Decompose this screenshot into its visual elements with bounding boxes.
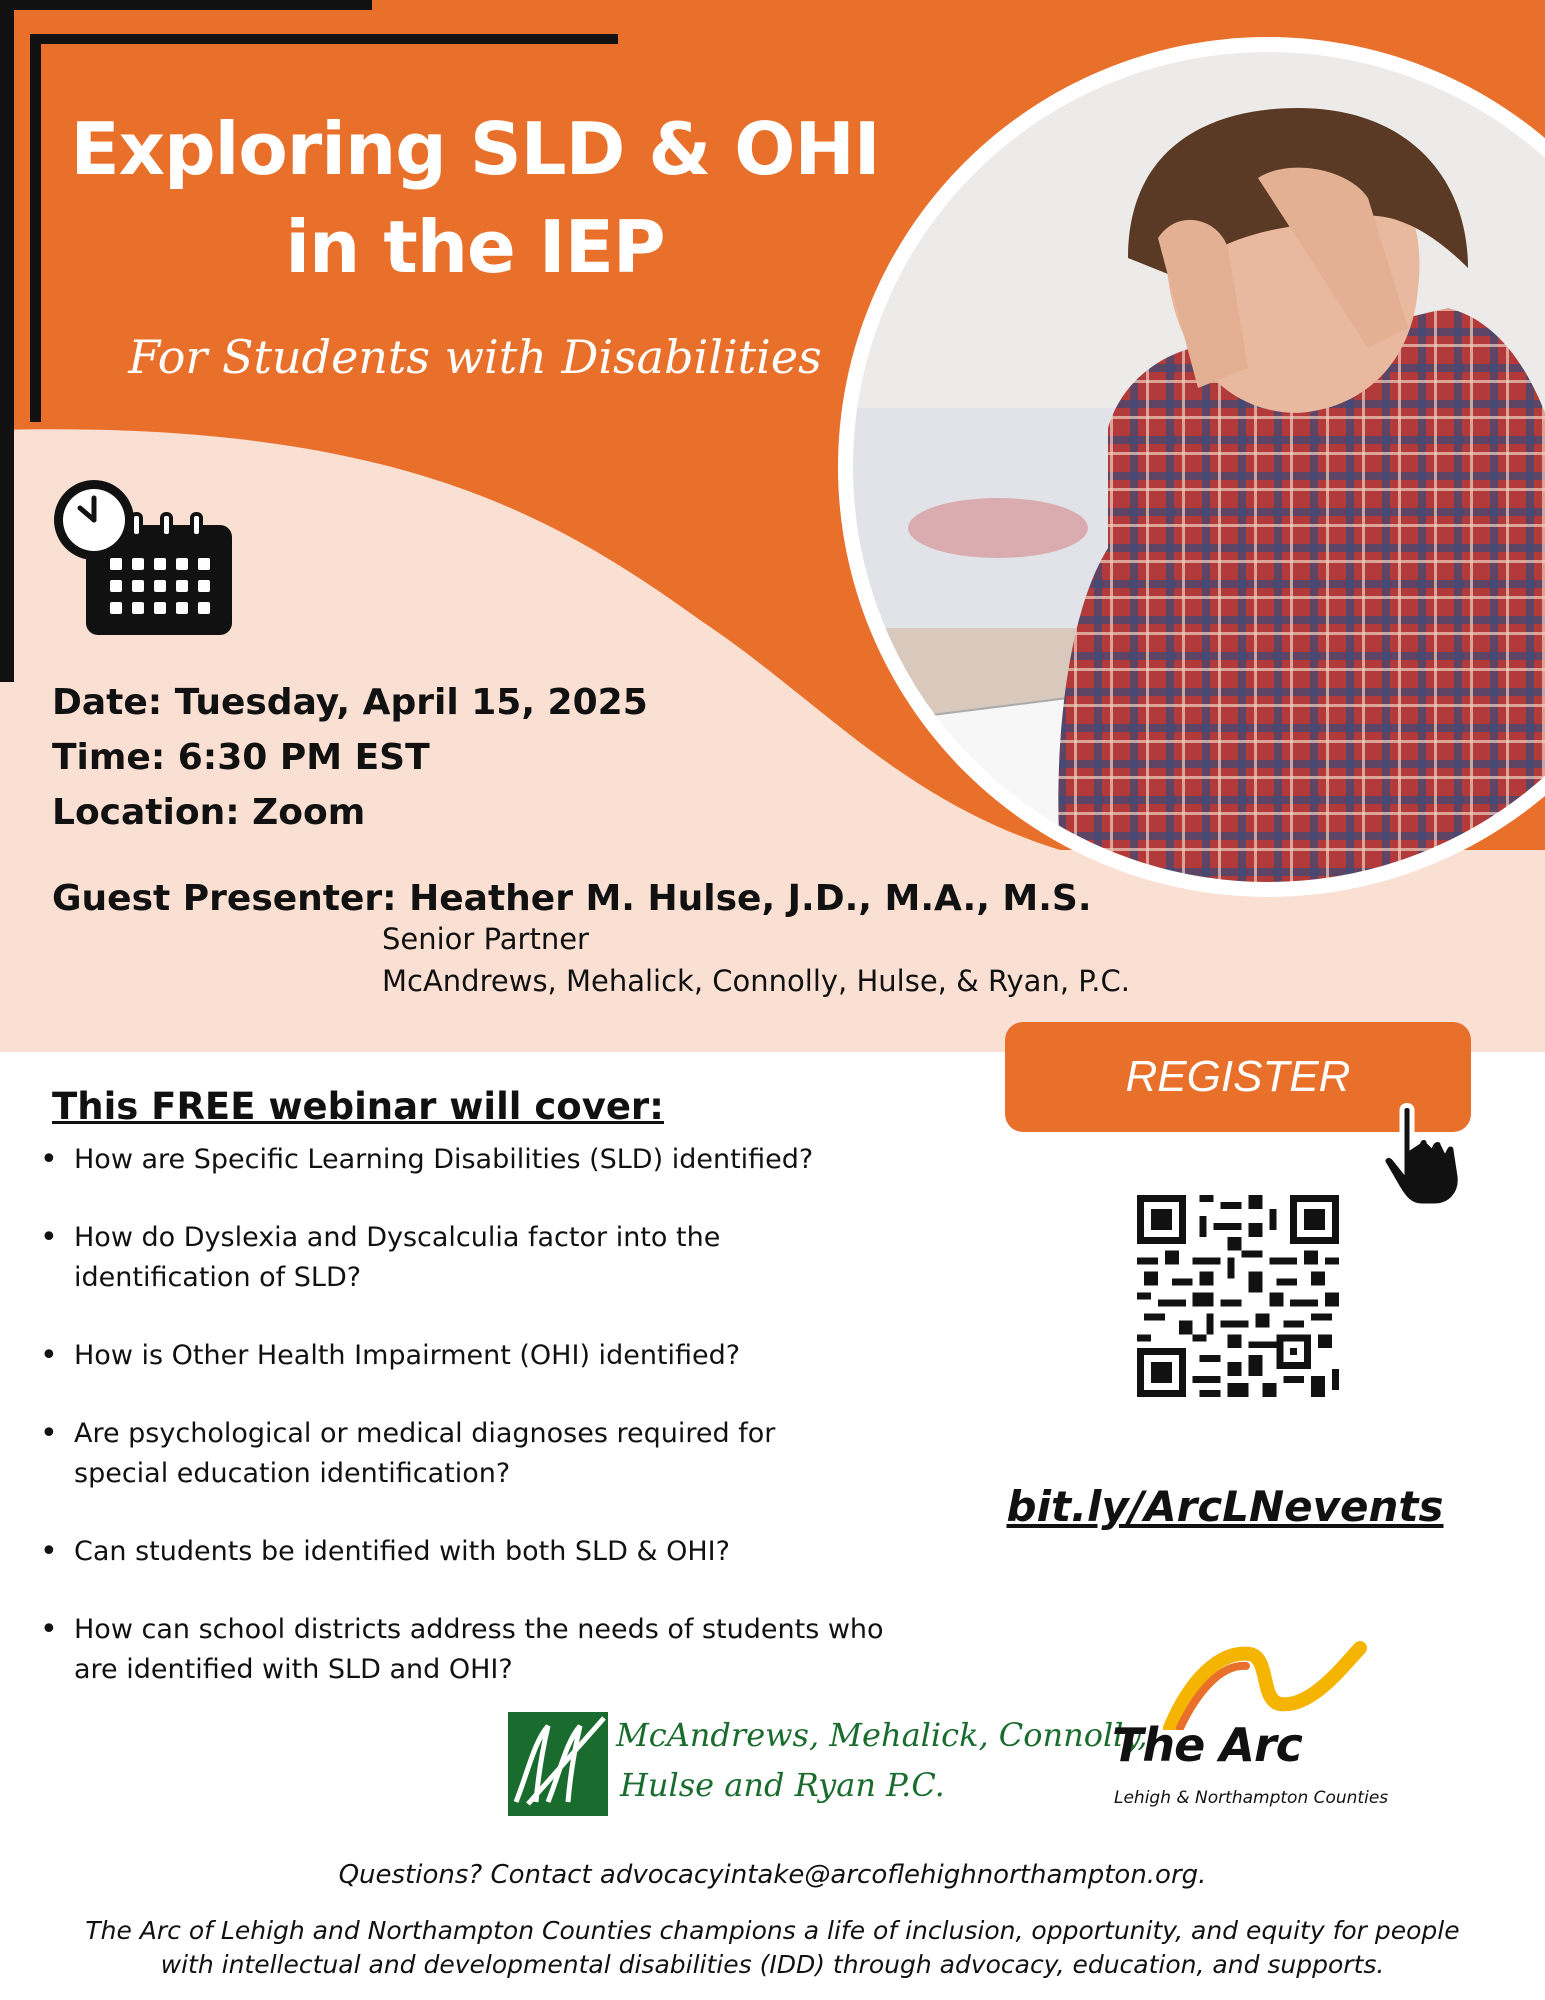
- law-firm-name-line-2: Hulse and Ryan P.C.: [620, 1766, 945, 1804]
- arc-swoosh-icon: [1150, 1640, 1410, 1730]
- mission-statement: The Arc of Lehigh and Northampton Counties champions a life of inclusion, opportunity, and equity for people with intellectual and developmental disabilities (IDD) through advocacy, education, and supports.: [85, 1916, 1460, 1979]
- presenter-firm: McAndrews, Mehalick, Connolly, Hulse, & Ryan, P.C.: [382, 964, 1130, 998]
- event-date: Date: Tuesday, April 15, 2025: [52, 682, 648, 723]
- the-arc-logo: [1110, 1640, 1410, 1816]
- registration-qr-code[interactable]: [1137, 1195, 1339, 1397]
- guest-presenter: Guest Presenter: Heather M. Hulse, J.D., M.A., M.S.: [52, 878, 1092, 919]
- law-firm-logo: [508, 1712, 1148, 1816]
- title-line-1: Exploring SLD & OHI: [70, 107, 880, 191]
- webinar-topic-list: [40, 1140, 900, 1728]
- short-link[interactable]: bit.ly/ArcLNevents: [1006, 1482, 1444, 1531]
- arc-name: The Arc: [1112, 1718, 1302, 1772]
- webinar-heading: This FREE webinar will cover:: [52, 1085, 664, 1128]
- event-time: Time: 6:30 PM EST: [52, 737, 430, 778]
- event-subtitle: For Students with Disabilities: [128, 330, 822, 384]
- hand-pointer-icon: [1378, 1102, 1476, 1212]
- list-item: • How do Dyslexia and Dyscalculia factor into the identification of SLD?: [40, 1218, 794, 1298]
- event-location: Location: Zoom: [52, 792, 366, 833]
- arc-subtitle: Lehigh & Northampton Counties: [1114, 1788, 1389, 1808]
- list-item: • How is Other Health Impairment (OHI) identified?: [40, 1336, 900, 1376]
- law-firm-monogram-icon: [508, 1712, 608, 1816]
- register-button[interactable]: REGISTER: [1005, 1022, 1471, 1132]
- contact-line: Questions? Contact advocacyintake@arcoflehighnorthampton.org.: [338, 1860, 1207, 1890]
- list-item: • Can students be identified with both SLD & OHI?: [40, 1532, 900, 1572]
- law-firm-name-line-1: McAndrews, Mehalick, Connolly,: [616, 1716, 1148, 1754]
- title-line-2: in the IEP: [285, 205, 665, 289]
- list-item: • Are psychological or medical diagnoses required for special education identification?: [40, 1414, 874, 1494]
- list-item: • How can school districts address the needs of students who are identified with SLD and OHI?: [40, 1610, 904, 1690]
- clock-calendar-icon: [52, 478, 237, 638]
- event-title: [40, 100, 910, 296]
- list-item: • How are Specific Learning Disabilities (SLD) identified?: [40, 1140, 900, 1180]
- student-photo: [828, 28, 1545, 906]
- presenter-role: Senior Partner: [382, 922, 589, 956]
